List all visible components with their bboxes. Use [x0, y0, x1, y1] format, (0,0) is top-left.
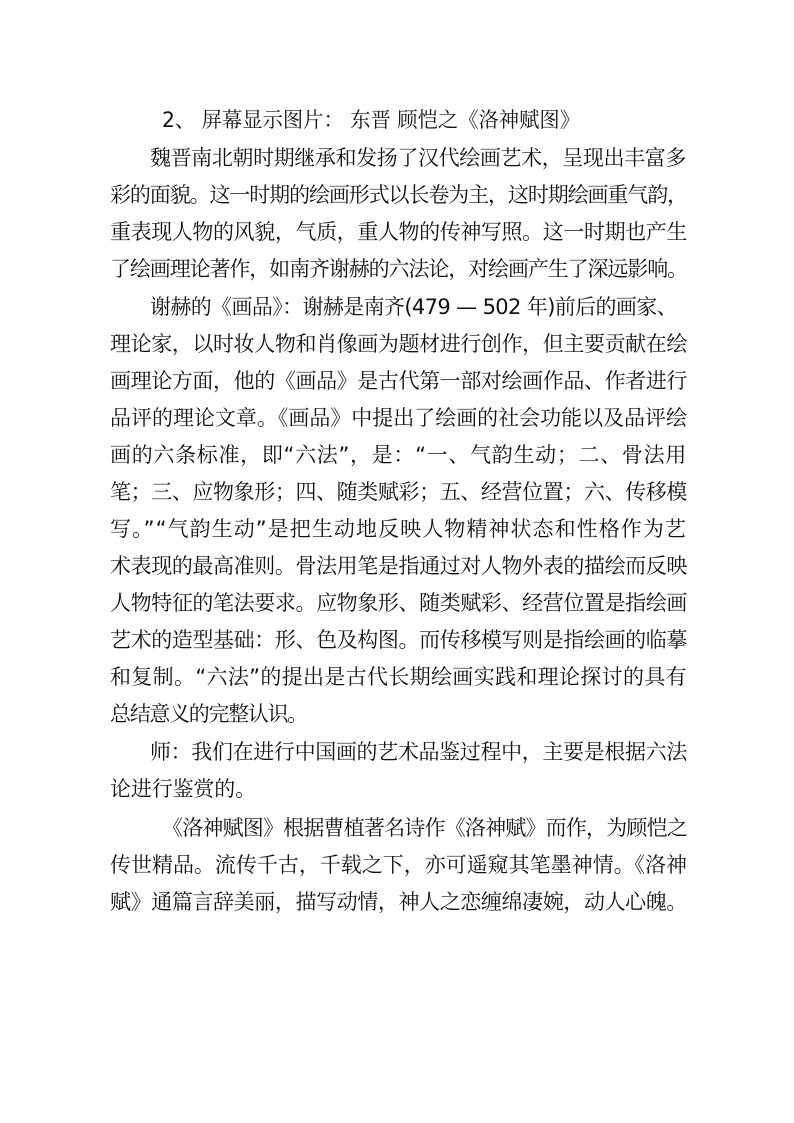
paragraph-2-line: [0, 364, 794, 398]
paragraph-1-line: [0, 141, 794, 175]
paragraph-3-line-2: 论进行鉴赏的。: [110, 777, 256, 801]
paragraph-3-line: [0, 735, 794, 769]
paragraph-2-line-8: 术表现的最高准则。骨法用笔是指通过对人物外表的描绘而反映: [110, 554, 687, 578]
paragraph-2-line: [0, 327, 794, 361]
paragraph-1-line-1: 魏晋南北朝时期继承和发扬了汉代绘画艺术，呈现出丰富多: [150, 146, 686, 170]
paragraph-1-line-3: 重表现人物的风貌，气质，重人物的传神写照。这一时期也产生: [110, 220, 687, 244]
paragraph-2-line: [0, 623, 794, 657]
paragraph-2-line: [0, 438, 794, 472]
slide-heading-text: 2、 屏幕显示图片： 东晋 顾恺之《洛神赋图》: [162, 108, 580, 132]
paragraph-4-line-3: 赋》通篇言辞美丽，描写动情，神人之恋缠绵凄婉，动人心魄。: [110, 890, 687, 914]
paragraph-2-line-11: 和复制。“六法”的提出是古代长期绘画实践和理论探讨的具有: [110, 665, 687, 689]
paragraph-2-line-9: 人物特征的笔法要求。应物象形、随类赋彩、经营位置是指绘画: [110, 591, 687, 615]
paragraph-1-line: [0, 178, 794, 212]
paragraph-2-line-6: 笔；三、应物象形；四、随类赋彩；五、经营位置；六、传移模: [110, 480, 687, 504]
paragraph-2-line-5: 画的六条标准，即“六法”，是：“一、气韵生动；二、骨法用: [110, 443, 687, 467]
paragraph-4-line: [0, 848, 794, 882]
paragraph-2-line: [0, 697, 794, 731]
paragraph-2-line: [0, 401, 794, 435]
paragraph-3-line: [0, 772, 794, 806]
paragraph-1-line-4: 了绘画理论著作，如南齐谢赫的六法论，对绘画产生了深远影响。: [110, 257, 687, 281]
paragraph-2-line-2: 理论家，以时妆人物和肖像画为题材进行创作，但主要贡献在绘: [110, 332, 687, 356]
paragraph-2-line-10: 艺术的造型基础：形、色及构图。而传移模写则是指绘画的临摹: [110, 628, 687, 652]
paragraph-2-line: [0, 475, 794, 509]
paragraph-4-line: [0, 811, 794, 845]
paragraph-1-line: [0, 252, 794, 286]
paragraph-2-line: [0, 586, 794, 620]
paragraph-2-line-12: 总结意义的完整认识。: [110, 702, 307, 726]
paragraph-1-line-2: 彩的面貌。这一时期的绘画形式以长卷为主，这时期绘画重气韵，: [110, 183, 687, 207]
paragraph-3-line-1: 师：我们在进行中国画的艺术品鉴过程中，主要是根据六法: [150, 740, 687, 764]
paragraph-2-line: [0, 290, 794, 324]
paragraph-1-line: [0, 215, 794, 249]
paragraph-2-line-1: 谢赫的《画品》：谢赫是南齐(479 — 502 年)前后的画家、: [150, 295, 677, 319]
paragraph-4-line-1: 《洛神赋图》根据曹植著名诗作《洛神赋》而作，为顾恺之: [162, 816, 687, 840]
paragraph-4-line: [0, 885, 794, 919]
paragraph-2-line-3: 画理论方面，他的《画品》是古代第一部对绘画作品、作者进行: [110, 369, 687, 393]
paragraph-2-line-7: 写。”“气韵生动”是把生动地反映人物精神状态和性格作为艺: [110, 517, 687, 541]
paragraph-2-line-4: 品评的理论文章。《画品》中提出了绘画的社会功能以及品评绘: [110, 406, 687, 430]
paragraph-4-line-2: 传世精品。流传千古，千载之下，亦可遥窥其笔墨神情。《洛神: [110, 853, 687, 877]
paragraph-2-line: [0, 512, 794, 546]
paragraph-2-line: [0, 660, 794, 694]
paragraph-2-line: [0, 549, 794, 583]
slide-heading: [0, 103, 794, 137]
